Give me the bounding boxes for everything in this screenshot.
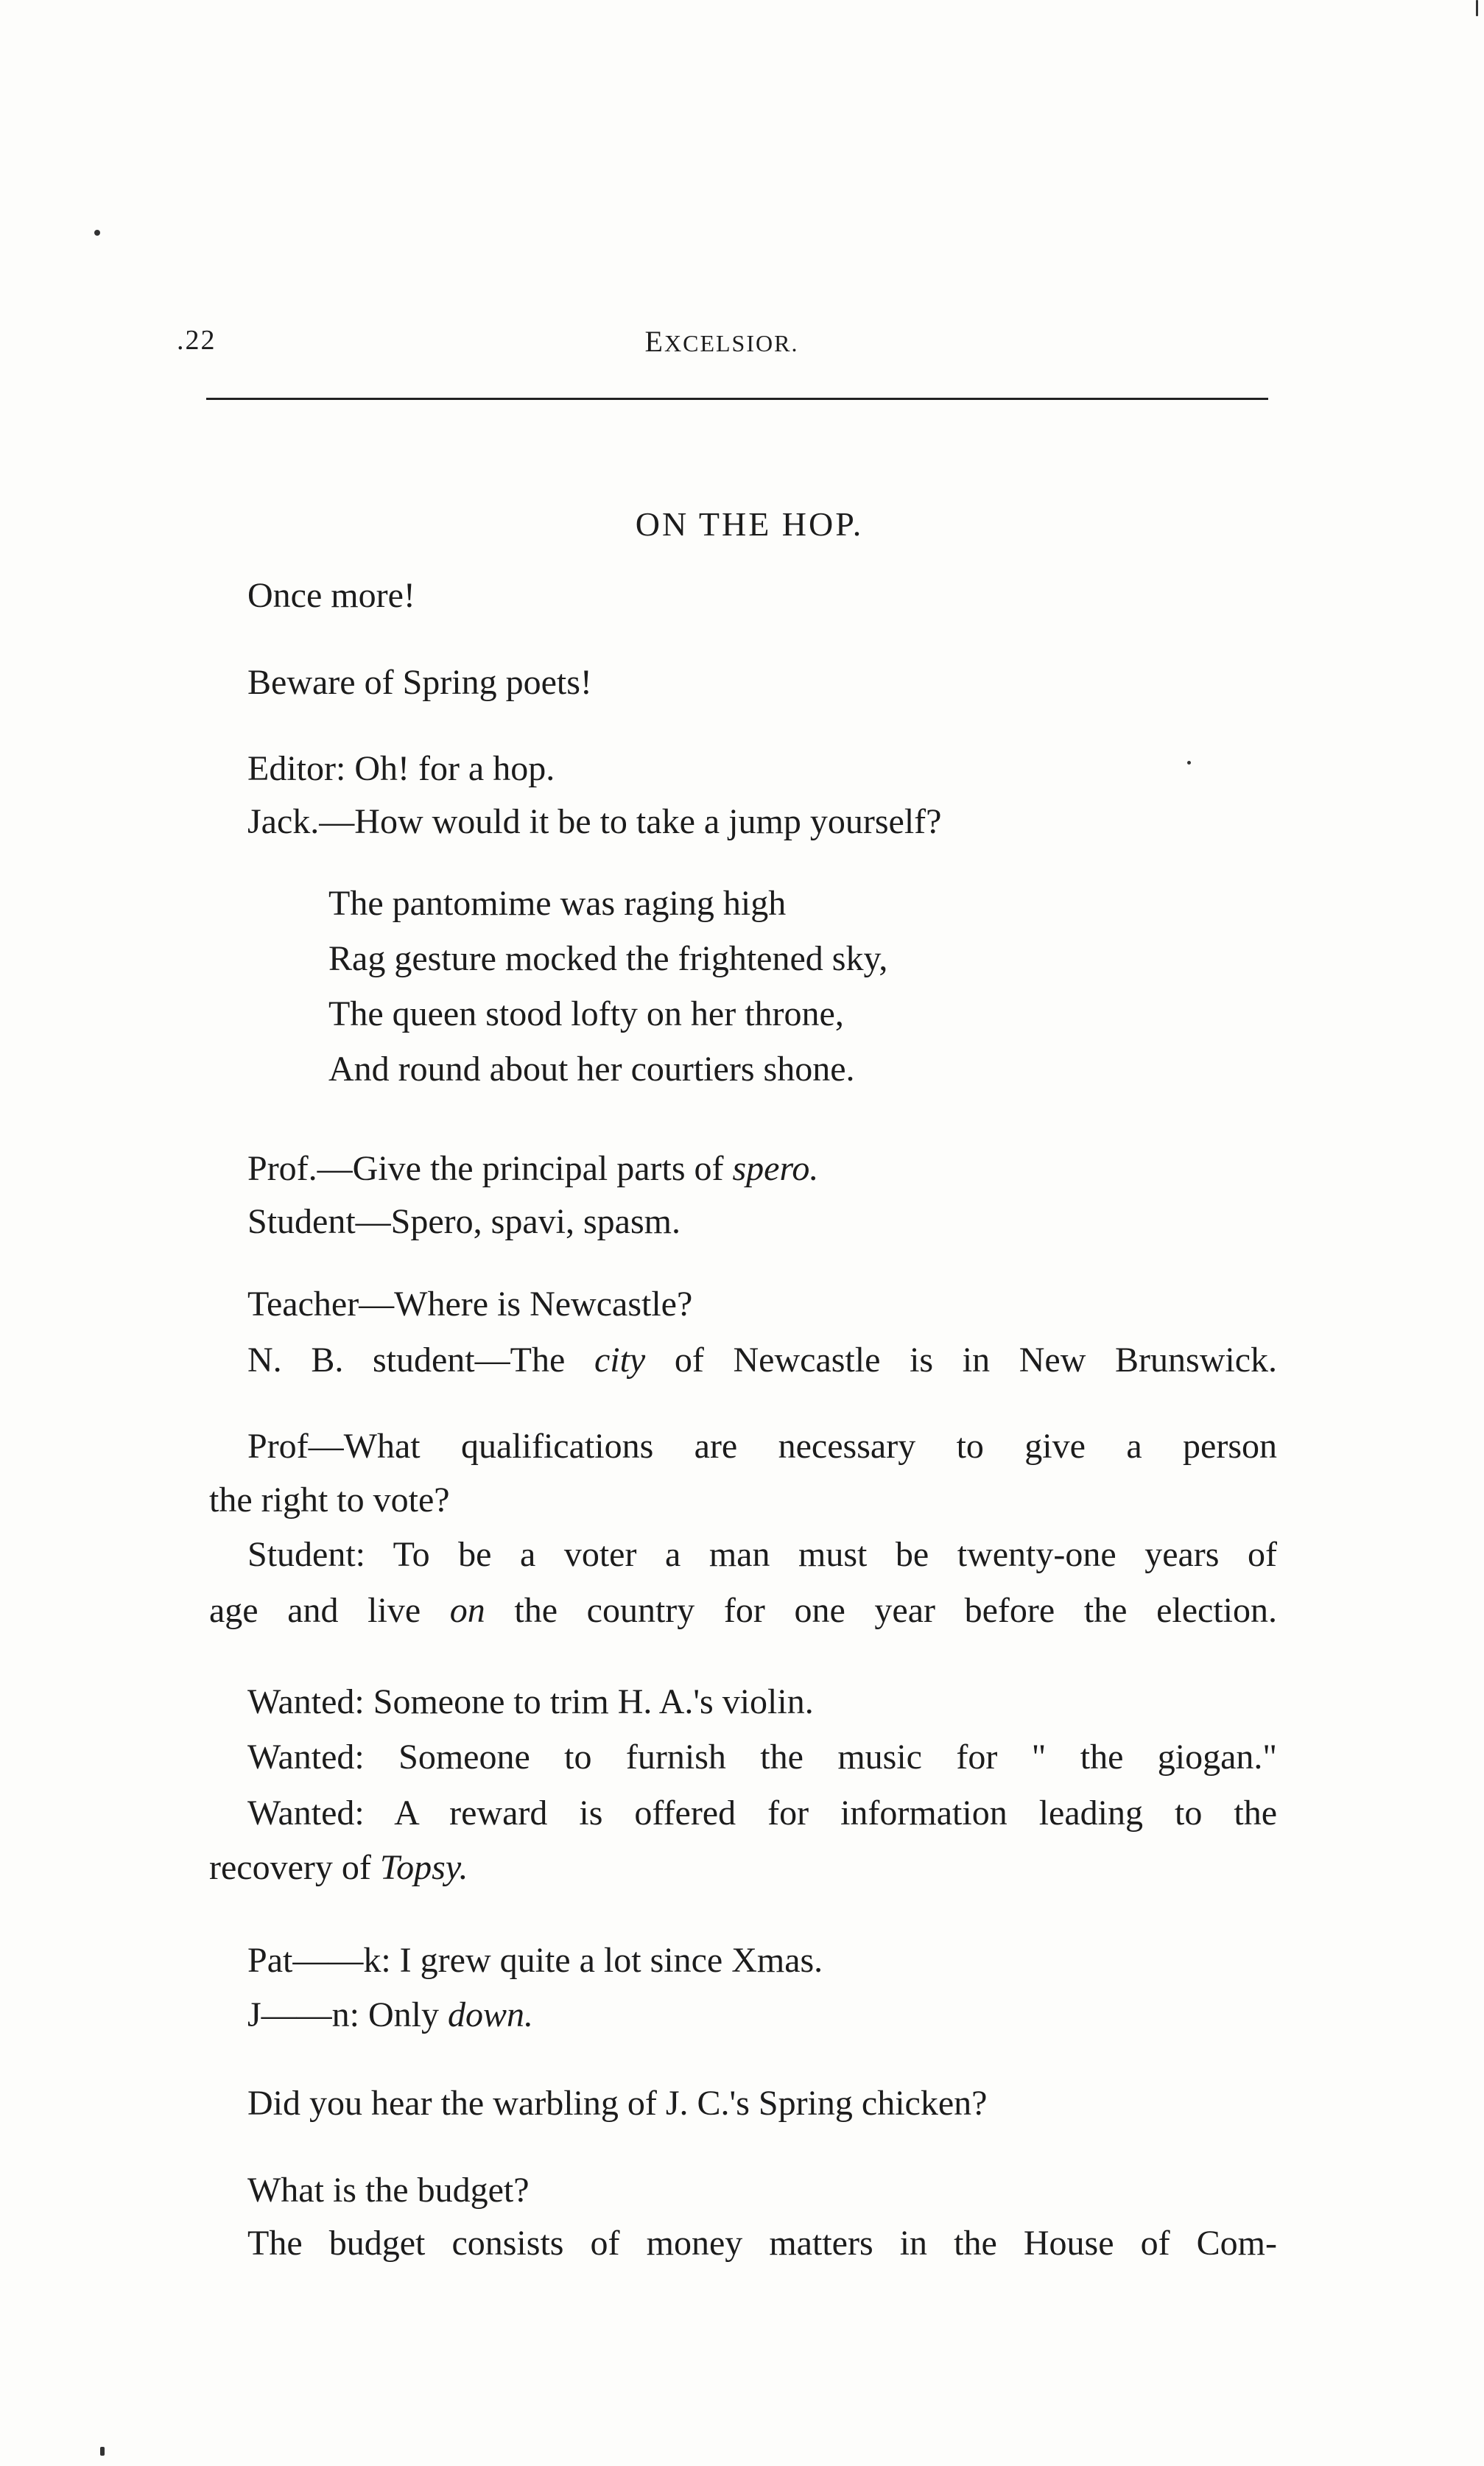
text-line: Once more!: [247, 576, 415, 615]
scan-speck: [100, 2447, 105, 2456]
nb-student-pre: N. B. student—The: [247, 1341, 594, 1380]
text-line: [247, 1343, 1277, 1378]
scan-speck: [94, 230, 100, 236]
text-line: Pat——k: I grew quite a lot since Xmas.: [247, 1941, 823, 1980]
student-answer-post: the country for one year before the election.: [485, 1591, 1278, 1630]
student-answer-pre: age and live: [209, 1591, 450, 1630]
prof-question: Prof.—Give the principal parts of: [247, 1149, 733, 1188]
nb-student-post: of Newcastle is in New Brunswick.: [645, 1341, 1277, 1380]
text-line: Student—Spero, spavi, spasm.: [247, 1202, 681, 1241]
running-title: [177, 324, 1267, 359]
text-line: Editor: Oh! for a hop.: [247, 749, 555, 788]
text-line: What is the budget?: [247, 2171, 530, 2210]
text-line: Wanted: Someone to trim H. A.'s violin.: [247, 1682, 814, 1721]
text-line: Teacher—Where is Newcastle?: [247, 1285, 693, 1324]
page-header: [177, 324, 1267, 368]
italic-word: city: [594, 1341, 646, 1380]
verse-line: Rag gesture mocked the frightened sky,: [328, 939, 888, 978]
text-line: the right to vote?: [209, 1480, 450, 1520]
scan-speck: [1187, 761, 1191, 765]
article-title: ON THE HOP.: [635, 505, 864, 543]
j-pre: J——n: Only: [247, 1995, 449, 2034]
recovery-pre: recovery of: [209, 1848, 380, 1887]
text-line: Student: To be a voter a man must be twenty-one years of: [247, 1535, 1277, 1574]
running-title-rest: XCELSIOR.: [664, 330, 799, 356]
verse-line: The pantomime was raging high: [328, 884, 787, 923]
verse-line: And round about her courtiers shone.: [328, 1050, 855, 1089]
text-line: [209, 1593, 1277, 1629]
italic-word: Topsy.: [379, 1848, 468, 1887]
text-line: [247, 1995, 534, 2034]
text-line: [209, 1850, 468, 1886]
text-line: Wanted: A reward is offered for information leading to the: [247, 1794, 1277, 1833]
running-title-initial: E: [644, 325, 664, 358]
italic-word: on: [449, 1591, 485, 1630]
text-line: Did you hear the warbling of J. C.'s Spring chicken?: [247, 2084, 988, 2123]
italic-word: spero.: [732, 1149, 819, 1188]
text-line: Prof—What qualifications are necessary to give a person: [247, 1427, 1277, 1466]
text-line: [247, 1151, 818, 1187]
scan-edge-mark: [1476, 0, 1478, 16]
text-line: Beware of Spring poets!: [247, 663, 592, 702]
page-number: .22: [177, 325, 217, 356]
text-line: Jack.—How would it be to take a jump yourself?: [247, 802, 942, 841]
header-rule: [206, 398, 1268, 400]
italic-word: down.: [448, 1995, 534, 2034]
text-line: The budget consists of money matters in the House of Com-: [247, 2224, 1277, 2263]
verse-line: The queen stood lofty on her throne,: [328, 994, 844, 1033]
text-line: Wanted: Someone to furnish the music for " the giogan.": [247, 1738, 1277, 1777]
